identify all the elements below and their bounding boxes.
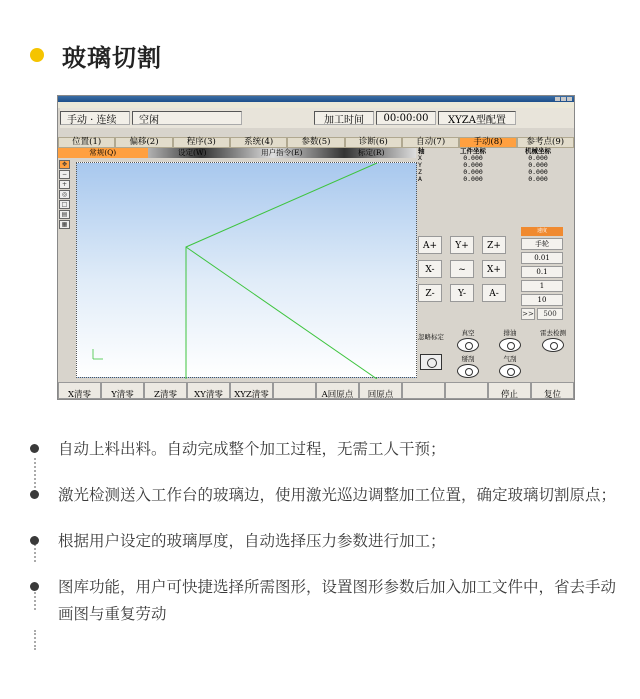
feature-list — [28, 436, 623, 647]
vacuum-label: 真空 — [461, 329, 475, 337]
list-item-text: 自动上料出料。自动完成整个加工过程，无需工人干预； — [58, 440, 446, 458]
tab-diagnose[interactable]: 诊断(6) — [345, 137, 402, 148]
main-tabs — [58, 137, 574, 148]
state-indicator: 空闲 — [132, 111, 242, 125]
jog-x-plus-button[interactable]: X+ — [482, 260, 506, 278]
minimize-icon[interactable] — [555, 97, 560, 101]
tab-system[interactable]: 系统(4) — [230, 137, 287, 148]
jog-a-minus-button[interactable]: A- — [482, 284, 506, 302]
time-label: 加工时间 — [314, 111, 374, 125]
coord-row-y — [416, 162, 574, 169]
oil-label: 排油 — [503, 329, 517, 337]
fkey-xyz-zero[interactable]: XYZ清零 — [230, 382, 273, 399]
fkey-reset[interactable]: 复位 — [531, 382, 574, 399]
function-key-bar — [58, 382, 574, 399]
cut-path-drawing — [77, 163, 418, 379]
fkey-x-zero[interactable]: X清零 — [58, 382, 101, 399]
list-item — [28, 482, 623, 509]
air-button[interactable] — [495, 354, 525, 378]
window-controls — [555, 97, 572, 101]
jog-y-minus-button[interactable]: Y- — [450, 284, 474, 302]
bullet-icon — [30, 536, 39, 545]
tab-auto[interactable]: 自动(7) — [402, 137, 459, 148]
laser-detect-button[interactable] — [535, 328, 571, 352]
fkey-xy-zero[interactable]: XY清零 — [187, 382, 230, 399]
list-item — [28, 436, 623, 463]
canvas-toolbar — [58, 159, 72, 381]
move-tool-icon[interactable]: ✥ — [59, 160, 70, 169]
work-coord: 0.000 — [463, 175, 483, 183]
jog-pad — [418, 236, 514, 306]
fkey-empty-10[interactable] — [445, 382, 488, 399]
break-icon — [457, 364, 479, 378]
tab-offset[interactable]: 偏移(2) — [115, 137, 172, 148]
rate-500-button[interactable]: 500 — [537, 308, 563, 320]
rate-selector — [521, 227, 563, 320]
axis-label: Z — [418, 168, 422, 176]
fkey-a-home[interactable]: A回原点 — [316, 382, 359, 399]
coord-header-axis: 轴 — [418, 147, 425, 155]
coord-header-machine: 机械坐标 — [525, 147, 551, 155]
break-label: 掰刮 — [461, 355, 475, 363]
work-coord: 0.000 — [463, 161, 483, 169]
coord-header-work: 工件坐标 — [460, 147, 486, 155]
bullet-icon — [30, 444, 39, 453]
jog-y-plus-button[interactable]: Y+ — [450, 236, 474, 254]
work-coord: 0.000 — [463, 154, 483, 162]
air-icon — [499, 364, 521, 378]
jog-a-plus-button[interactable]: A+ — [418, 236, 442, 254]
vacuum-button[interactable] — [453, 328, 483, 352]
rate-more-button[interactable]: >> — [522, 310, 534, 318]
calibration-button[interactable] — [420, 354, 442, 370]
coord-row-z — [416, 169, 574, 176]
layers-icon[interactable]: ▦ — [59, 220, 70, 229]
machine-coord: 0.000 — [528, 154, 548, 162]
rate-10-button[interactable]: 10 — [521, 294, 563, 306]
bullet-icon — [30, 582, 39, 591]
fkey-empty-6[interactable] — [273, 382, 316, 399]
axis-label: Y — [418, 161, 422, 169]
coord-row-a — [416, 176, 574, 183]
fkey-home[interactable]: 回原点 — [359, 382, 402, 399]
jog-rapid-button[interactable]: ~ — [450, 260, 474, 278]
tab-params[interactable]: 参数(5) — [287, 137, 344, 148]
save-icon[interactable]: ▤ — [59, 210, 70, 219]
page-header — [30, 40, 162, 70]
fkey-z-zero[interactable]: Z清零 — [144, 382, 187, 399]
oil-button[interactable] — [495, 328, 525, 352]
tab-manual[interactable]: 手动(8) — [459, 137, 516, 148]
machine-coord: 0.000 — [528, 168, 548, 176]
status-row — [60, 108, 574, 128]
fkey-y-zero[interactable]: Y清零 — [101, 382, 144, 399]
rate-01-button[interactable]: 0.1 — [521, 266, 563, 278]
machine-coord: 0.000 — [528, 175, 548, 183]
jog-x-minus-button[interactable]: X- — [418, 260, 442, 278]
rate-001-button[interactable]: 0.01 — [521, 252, 563, 264]
laser-icon — [542, 338, 564, 352]
machine-coord: 0.000 — [528, 161, 548, 169]
list-item-text: 激光检测送入工作台的玻璃边，使用激光巡边调整加工位置，确定玻璃切割原点； — [58, 486, 617, 504]
jog-z-minus-button[interactable]: Z- — [418, 284, 442, 302]
zoom-out-icon[interactable]: − — [59, 170, 70, 179]
rectangle-icon[interactable]: □ — [59, 200, 70, 209]
tab-program[interactable]: 程序(3) — [173, 137, 230, 148]
break-button[interactable] — [453, 354, 483, 378]
subtab-calibrate[interactable]: 标定(R) — [358, 148, 385, 157]
drawing-canvas[interactable] — [76, 162, 417, 378]
ignore-calibration-label: 忽略标定 — [418, 333, 444, 341]
subtab-general[interactable]: 常规(Q) — [58, 148, 148, 158]
time-value: 00:00:00 — [376, 111, 436, 125]
tab-reference[interactable]: 参考点(9) — [517, 137, 574, 148]
subtab-settings[interactable]: 设定(W) — [177, 148, 207, 157]
rate-header: 速度 — [521, 227, 563, 236]
cut-path-diagonal — [186, 247, 377, 379]
maximize-icon[interactable] — [561, 97, 566, 101]
page-title: 玻璃切割 — [62, 43, 162, 72]
laser-label: 雷去检测 — [540, 329, 566, 337]
sub-tabs — [58, 148, 416, 158]
jog-z-plus-button[interactable]: Z+ — [482, 236, 506, 254]
air-label: 气刮 — [503, 355, 517, 363]
fkey-empty-9[interactable] — [402, 382, 445, 399]
close-icon[interactable] — [567, 97, 572, 101]
tab-position[interactable]: 位置(1) — [58, 137, 115, 148]
mode-indicator: 手动 · 连续 — [60, 111, 130, 125]
zoom-in-icon[interactable]: + — [59, 180, 70, 189]
axis-label: X — [418, 154, 422, 162]
zoom-fit-icon[interactable]: ◎ — [59, 190, 70, 199]
rate-handwheel-button[interactable]: 手轮 — [521, 238, 563, 250]
coord-row-x — [416, 155, 574, 162]
axis-origin-icon — [93, 349, 103, 359]
cut-path-line — [186, 163, 377, 352]
bullet-icon — [30, 490, 39, 499]
cnc-software-screenshot — [57, 95, 575, 400]
work-coord: 0.000 — [463, 168, 483, 176]
list-item-text: 图库功能，用户可快捷选择所需图形，设置图形参数后加入加工文件中，省去手动画图与重复劳动 — [58, 578, 617, 623]
list-item — [28, 528, 623, 555]
subtab-user-cmd[interactable]: 用户指令(E) — [261, 148, 303, 157]
oil-icon — [499, 338, 521, 352]
coordinate-panel — [416, 148, 574, 218]
vacuum-icon — [457, 338, 479, 352]
rate-1-button[interactable]: 1 — [521, 280, 563, 292]
list-item-text: 根据用户设定的玻璃厚度，自动选择压力参数进行加工； — [58, 532, 446, 550]
bullet-dot-icon — [30, 48, 44, 62]
fkey-stop[interactable]: 停止 — [488, 382, 531, 399]
axis-label: A — [418, 175, 422, 183]
config-indicator: XYZA型配置 — [438, 111, 516, 125]
list-item — [28, 574, 623, 628]
